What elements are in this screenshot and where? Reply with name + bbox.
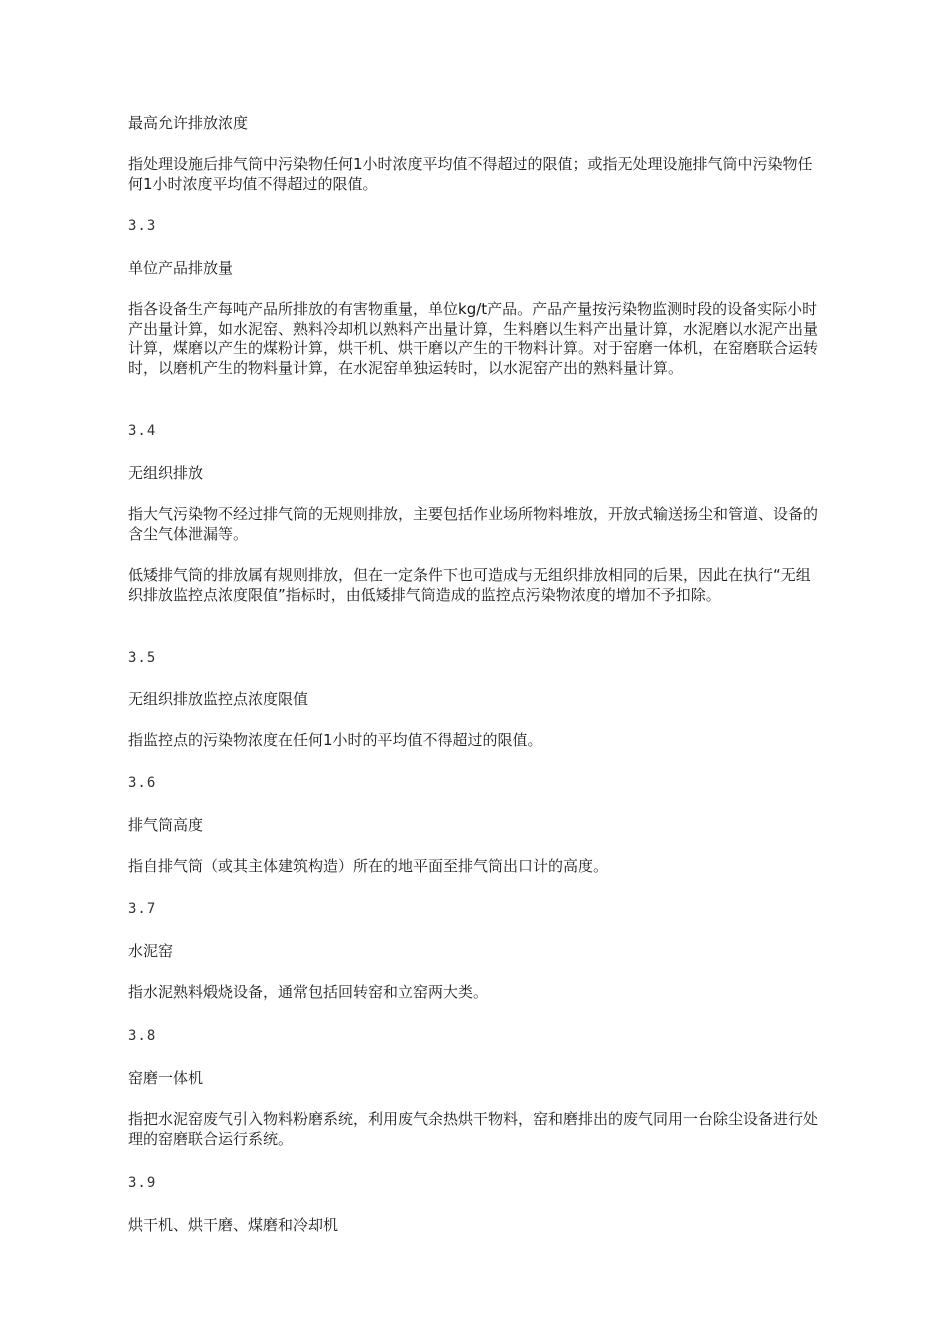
term-definition: 指监控点的污染物浓度在任何1小时的平均值不得超过的限值。	[128, 731, 543, 749]
section-number: 3.7	[128, 901, 157, 917]
section-number: 3.6	[128, 775, 157, 791]
term-heading: 单位产品排放量	[128, 259, 234, 277]
term-definition: 指处理设施后排气筒中污染物任何1小时浓度平均值不得超过的限值；或指无处理设施排气筒中污染物任何1小时浓度平均值不得超过的限值。	[128, 155, 813, 193]
term-definition: 指各设备生产每吨产品所排放的有害物重量，单位kg/t产品。产品产量按污染物监测时段的设备实际小时产出量计算，如水泥窑、熟料冷却机以熟料产出量计算，生料磨以生料产出量计算，水泥磨以水泥产出量计算，煤磨以产生的煤粉计算，烘干机、烘干磨以产生的干物料计算。对于窑磨一体机，在窑磨联合运转时，以磨机产生的物料量计算，在水泥窑单独运转时，以水泥窑产出的熟料量计算。	[128, 300, 819, 377]
section-number: 3.8	[128, 1028, 157, 1044]
term-note: 低矮排气筒的排放属有规则排放，但在一定条件下也可造成与无组织排放相同的后果，因此在执行“无组织排放监控点浓度限值”指标时，由低矮排气筒造成的监控点污染物浓度的增加不予扣除。	[128, 566, 811, 604]
section-number: 3.3	[128, 218, 157, 234]
term-definition: 指自排气筒（或其主体建筑构造）所在的地平面至排气筒出口计的高度。	[128, 857, 609, 875]
term-definition: 指把水泥窑废气引入物料粉磨系统，利用废气余热烘干物料，窑和磨排出的废气同用一台除尘设备进行处理的窑磨联合运行系统。	[128, 1110, 819, 1148]
section-number: 3.5	[128, 650, 157, 666]
term-definition: 指大气污染物不经过排气筒的无规则排放，主要包括作业场所物料堆放，开放式输送扬尘和管道、设备的含尘气体泄漏等。	[128, 505, 819, 543]
term-heading: 无组织排放	[128, 464, 204, 482]
term-definition: 指水泥熟料煅烧设备，通常包括回转窑和立窑两大类。	[128, 983, 489, 1001]
section-number: 3.4	[128, 423, 157, 439]
term-heading: 窑磨一体机	[128, 1069, 204, 1087]
term-heading: 最高允许排放浓度	[128, 114, 249, 132]
term-heading: 水泥窑	[128, 942, 174, 960]
section-number: 3.9	[128, 1175, 157, 1191]
term-heading: 烘干机、烘干磨、煤磨和冷却机	[128, 1216, 339, 1234]
term-heading: 无组织排放监控点浓度限值	[128, 690, 309, 708]
term-heading: 排气筒高度	[128, 816, 204, 834]
